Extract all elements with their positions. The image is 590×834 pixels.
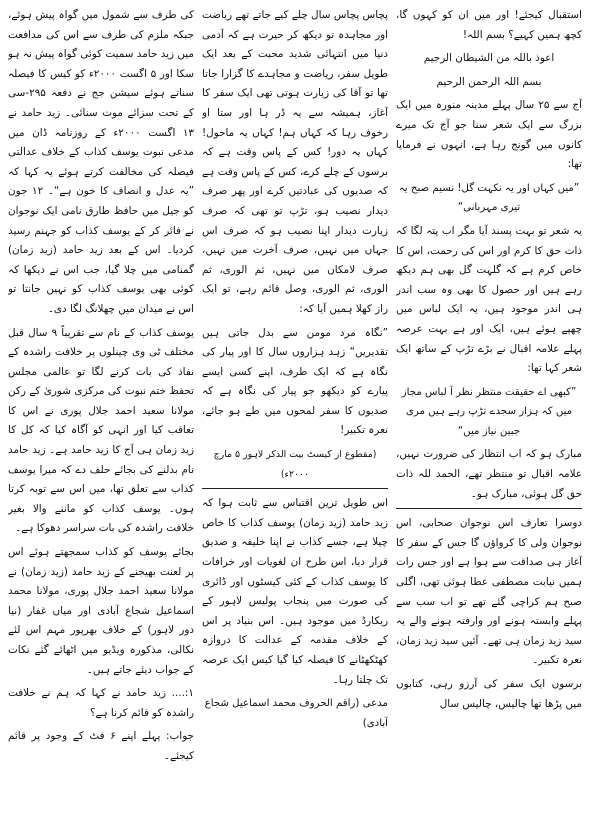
paragraph: اس طویل ترین اقتباس سے ثابت ہوا کہ زید حامد (زید زمان) یوسف کذاب کا خاص چیلا ہے، جسے کذاب نے اپنا خلیفہ و صدیق قرار دیا، اس طرح ان لغویات اور خرافات کا یوسف کذاب کے کئی کیسٹوں اور ڈائری کی صورت میں پنجاب پولیس لاہور کے ریکارڈ میں موجود ہیں۔ اس بنیاد پر اس کے خلاف مقدمہ کے عدالت کا دروازہ کھٹکھٹانے کا فیصلہ کیا گیا کیس ایک عرصہ تک چلتا رہا۔ bbox=[202, 497, 388, 686]
paragraph: یہ شعر تو بہت پسند آیا مگر اب پتہ لگا کہ ذات حق کا کرم اور اس کی رحمت، اس کا خاص کرم ہے کہ گلہت گل بھی ہم دیکھ رہے ہیں اور حصول کا بھی وہ سب اندر ہی اندر موجود ہیں، یہ ایک لباس میں چھپے ہوئے ہیں، ایک اور ہے بہت عرصہ پہلے علامہ اقبال نے بڑے تڑپ کے ساتھ ایک شعر کہا تھا: bbox=[396, 224, 582, 375]
column-middle bbox=[202, 6, 388, 828]
bismillah-line: بسم اللہ الرحمن الرحیم bbox=[436, 75, 542, 88]
paragraph: یوسف کذاب کے نام سے تقریباً ۹ سال قبل مختلف ٹی وی چینلوں پر خلافت راشدہ کے نفاذ کی بات کرنے لگا تو عالمی مجلس تحفظ ختم نبوت کی مرکزی شوریٰ کے رکن مولانا سعید احمد جلال پوری نے اس کا تعاقب کیا اور انہی کو آگاہ کیا کہ کل کا زید زمان ہی آج کا زید حامد ہے۔ زید حامد نام بدلنے کی بجائے حلف دے کہ میرا یوسف کذاب سے تعلق تھا، میں اس سے توبہ کرتا ہوں۔ یوسف کذاب کو ماننے والا بغیر خلافت راشدہ کی بات سراسر دھوکا ہے۔ bbox=[8, 326, 194, 535]
paragraph: ”نگاہ مرد مومن سے بدل جاتی ہیں تقدیریں“ زہد ہزاروں سال کا اور پیار کی نگاہ ہے کہ ایک طرف، اپنے کسی ایسے پیارے کو دیکھو جو پیار کی نگاہ ہے کہ صدیوں کا سفر لمحوں میں طے ہو جائے، نعرہ تکبیر! bbox=[202, 326, 388, 437]
paragraph: مبارک ہو کہ اب انتظار کی ضرورت نہیں، علامہ اقبال تو منتظر تھے، الحمد للہ ذات حق گل ہوئی، مبارک ہو۔ bbox=[396, 448, 582, 500]
answer-line: جواب: پہلے اپنے ۶ فٹ کے وجود پر قائم کیجئے۔ bbox=[8, 730, 194, 762]
paragraph: استقبال کیجئے! اور میں ان کو کہوں گا، کچھ ہمیں کہیے؟ بسم اللہ! bbox=[396, 9, 582, 41]
paragraph: برسوں ایک سفر کی آرزو رہی، کتابوں میں پڑھا تھا چالیس، چالیس سال bbox=[396, 678, 582, 710]
paragraph: دوسرا تعارف اس نوجوان صحابی، اس نوجوان ولی کا کرواؤں گا جس کے سفر کا آغاز ہی صداقت سے ہوا ہے اور جس رات ہمیں نیابت مصطفی عطا ہوئی تھی، اگلی صبح ہم کراچی گئے تھے تو اب سب سے پہلے وابستہ ہونے اور وارفتہ ہونے والے یہ سید زید زمان ہی تھے۔ آئیں سید زید زمان، نعرہ تکبیر۔ bbox=[396, 517, 582, 667]
plaintiff-signature: مدعی (راقم الحروف محمد اسماعیل شجاع آبادی) bbox=[204, 698, 388, 729]
poem-verse: ”کبھی اے حقیقت منتظر نظر آ لباس مجاز میں کہ ہزار سجدے تڑپ رہے ہیں مری جبین نیاز میں“ bbox=[401, 386, 577, 437]
paragraph: آج سے ۲۵ سال پہلے مدینہ منورہ میں ایک بزرگ سے ایک شعر سنا جو آج تک میرے کانوں میں گونج رہا ہے، انہوں نے فرمایا تھا: bbox=[396, 99, 582, 171]
paragraph: بجائے یوسف کو کذاب سمجھتے ہوئے اس پر لعنت بھیجنے کے زید حامد (زید زمان) نے مولانا سعید احمد جلال پوری، مولانا محمد اسماعیل شجاع آبادی اور میاں غفار (نیا دور لاہور) کے خلاف بھرپور مہم اس لئے نکالی، مذکورہ ویڈیو میں اٹھائے گئے نکات کے جواب دیئے جاتے ہیں۔ bbox=[8, 546, 194, 676]
divider bbox=[202, 488, 388, 489]
source-citation: (مقطوع از کیسٹ بیت الذکر لاہور ۵ مارچ ۲۰۰۰ء) bbox=[213, 449, 377, 480]
paragraph: پچاس پچاس سال چلے کیے جاتے تھے ریاضت اور مجاہدہ تو دیکھ کر حیرت ہے کہ آدمی دنیا میں انتہائی شدید محبت کے بعد ایک طویل سفر، ریاضت و مجاہدے کا گزارا جاتا تھا تو آقا کی زیارت ہوتی تھی ایک سفر کا آغاز، ہمیشہ سے یہ ڈر ہا اور ستا او رخوف رہا کہ کہاں ہم! کہاں یہ ماحول! کہاں یہ دور! کس کے پاس وقت ہے کہ برسوں کے چلے کرے، کس کے پاس وقت ہے کہ صدیوں کی عبادتیں کرے اور پھر صرف دیدار نصیب ہو، تڑپ تو تھی کہ صرف زیارت دیدار اپنا نصیب ہو کہ صرف اس جہاں میں نہیں، صرف آخرت میں نہیں، صرف لامکاں میں نہیں، ثم الوری، ثم الوری، ثم الوری، وصل قائم رہے، تو ایک راز کھلا ہمیں آیا کہ: bbox=[202, 9, 388, 315]
column-left bbox=[8, 6, 194, 828]
paragraph: کی طرف سے شمول میں گواہ پیش ہوئے، جبکہ ملزم کی طرف سے اس کی مدافعت میں زید حامد سمیت کوئی گواہ پیش نہ ہو سکا اور ۵ اگست ۲۰۰۰ء کو کیس کا فیصلہ سناتے ہوئے سیشن جج نے دفعہ ۲۹۵-سی کے تحت سزائے موت سنائی۔ زید حامد نے ۱۳ اگست ۲۰۰۰ء کے روزنامہ ڈان میں مدعی نبوت یوسف کذاب کے خلاف عدالتی فیصلہ کی مخالفت کرتے ہوئے یہ کہا کہ ”یہ عدل و انصاف کا خون ہے“۔ ۱۲ جون کو جیل میں حافظ طارق نامی ایک نوجوان نے فائر کر کے یوسف کذاب کو جہنم رسید کردیا۔ اس کے بعد زید حامد (زید زمان) گمنامی میں چلا گیا، جب اس نے دیکھا کہ کوئی بھی یوسف کذاب کو نہیں جانتا تو اس نے میدان میں چھلانگ لگا دی۔ bbox=[8, 9, 194, 315]
column-right bbox=[396, 6, 582, 828]
taawuz-line: اعوذ باللہ من الشیطان الرجیم bbox=[423, 52, 555, 65]
divider bbox=[396, 508, 582, 509]
poem-verse: ”میں کہاں اور یہ نکہت گل! نسیم صبح یہ تیری مہربانی“ bbox=[398, 182, 580, 214]
question-line: ۱:.... زید حامد نے کہا کہ ہم نے خلافت راشدہ کو قائم کرنا ہے؟ bbox=[8, 687, 194, 719]
